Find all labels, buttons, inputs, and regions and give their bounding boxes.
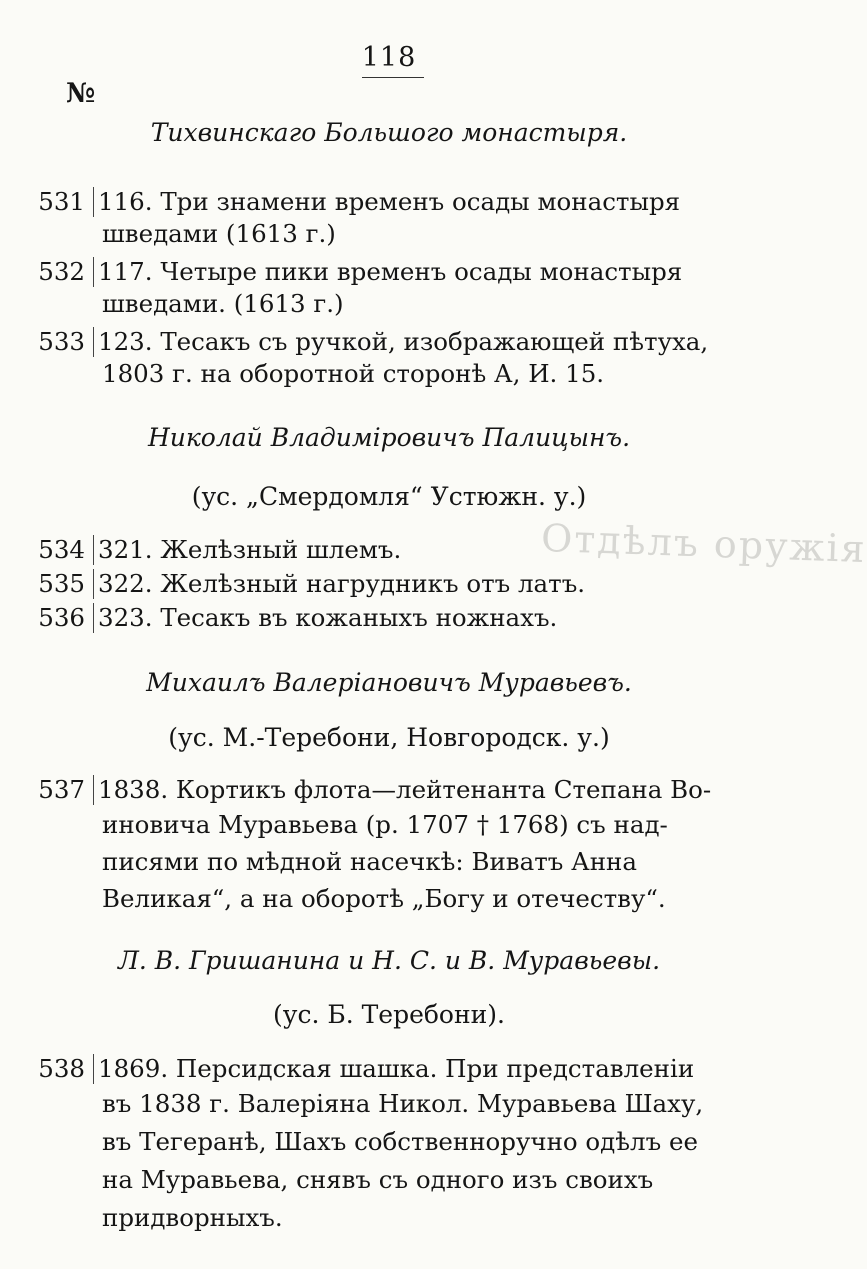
entry-531 — [36, 181, 736, 219]
entry-535 — [36, 563, 736, 601]
entry-text: 116. Три знамени временъ осады монастыря — [98, 186, 681, 216]
entry-text: 1869. Персидская шашка. При представленіи — [98, 1053, 695, 1083]
entry-continuation: въ 1838 г. Валеріяна Никол. Муравьева Шаху, — [102, 1089, 704, 1118]
section-heading: Михаилъ Валеріановичъ Муравьевъ. — [146, 668, 632, 697]
entry-continuation: шведами. (1613 г.) — [102, 289, 344, 318]
inventory-number: 535 — [36, 569, 94, 599]
entry-text: 1838. Кортикъ флота—лейтенанта Степана Во- — [98, 774, 712, 804]
entry-533 — [36, 321, 736, 359]
entry-continuation: шведами (1613 г.) — [102, 219, 336, 248]
numero-sign: № — [66, 78, 96, 109]
entry-534 — [36, 529, 736, 567]
entry-continuation: Великая“, а на оборотѣ „Богу и отечеству“. — [102, 884, 666, 913]
page-number-rule — [362, 77, 424, 78]
inventory-number: 531 — [36, 187, 94, 217]
entry-538 — [36, 1048, 736, 1086]
entry-continuation: иновича Муравьева (р. 1707 † 1768) съ над- — [102, 810, 668, 839]
watermark-bleedthrough: Отдѣлъ оружія — [540, 515, 867, 572]
entry-continuation: писями по мѣдной насечкѣ: Виватъ Анна — [102, 847, 637, 876]
section-heading: Л. В. Гришанина и Н. С. и В. Муравьевы. — [117, 946, 661, 975]
section-subheading: (ус. „Смердомля“ Устюжн. у.) — [191, 482, 587, 511]
inventory-number: 532 — [36, 257, 94, 287]
entry-532 — [36, 251, 736, 289]
entry-text: 123. Тесакъ съ ручкой, изображающей пѣтуха, — [98, 326, 709, 356]
entry-continuation: 1803 г. на оборотной сторонѣ А, И. 15. — [102, 359, 605, 388]
entry-536 — [36, 597, 736, 635]
inventory-number: 538 — [36, 1054, 94, 1084]
entry-text: 322. Желѣзный нагрудникъ отъ латъ. — [98, 568, 586, 598]
inventory-number: 536 — [36, 603, 94, 633]
entry-continuation: придворныхъ. — [102, 1203, 283, 1232]
section-heading: Тихвинскаго Большого монастыря. — [150, 118, 628, 147]
page-number: 118 — [361, 42, 417, 73]
inventory-number: 534 — [36, 535, 94, 565]
entry-text: 323. Тесакъ въ кожаныхъ ножнахъ. — [98, 602, 558, 632]
section-heading: Николай Владиміровичъ Палицынъ. — [147, 423, 631, 452]
entry-537 — [36, 769, 736, 807]
entry-continuation: въ Тегеранѣ, Шахъ собственноручно одѣлъ ее — [102, 1127, 698, 1156]
entry-text: 117. Четыре пики временъ осады монастыря — [98, 256, 683, 286]
entry-text: 321. Желѣзный шлемъ. — [98, 534, 402, 564]
inventory-number: 537 — [36, 775, 94, 805]
section-subheading: (ус. Б. Теребони). — [272, 1000, 506, 1029]
section-subheading: (ус. М.-Теребони, Новгородск. у.) — [168, 723, 610, 752]
entry-continuation: на Муравьева, снявъ съ одного изъ своихъ — [102, 1165, 654, 1194]
inventory-number: 533 — [36, 327, 94, 357]
